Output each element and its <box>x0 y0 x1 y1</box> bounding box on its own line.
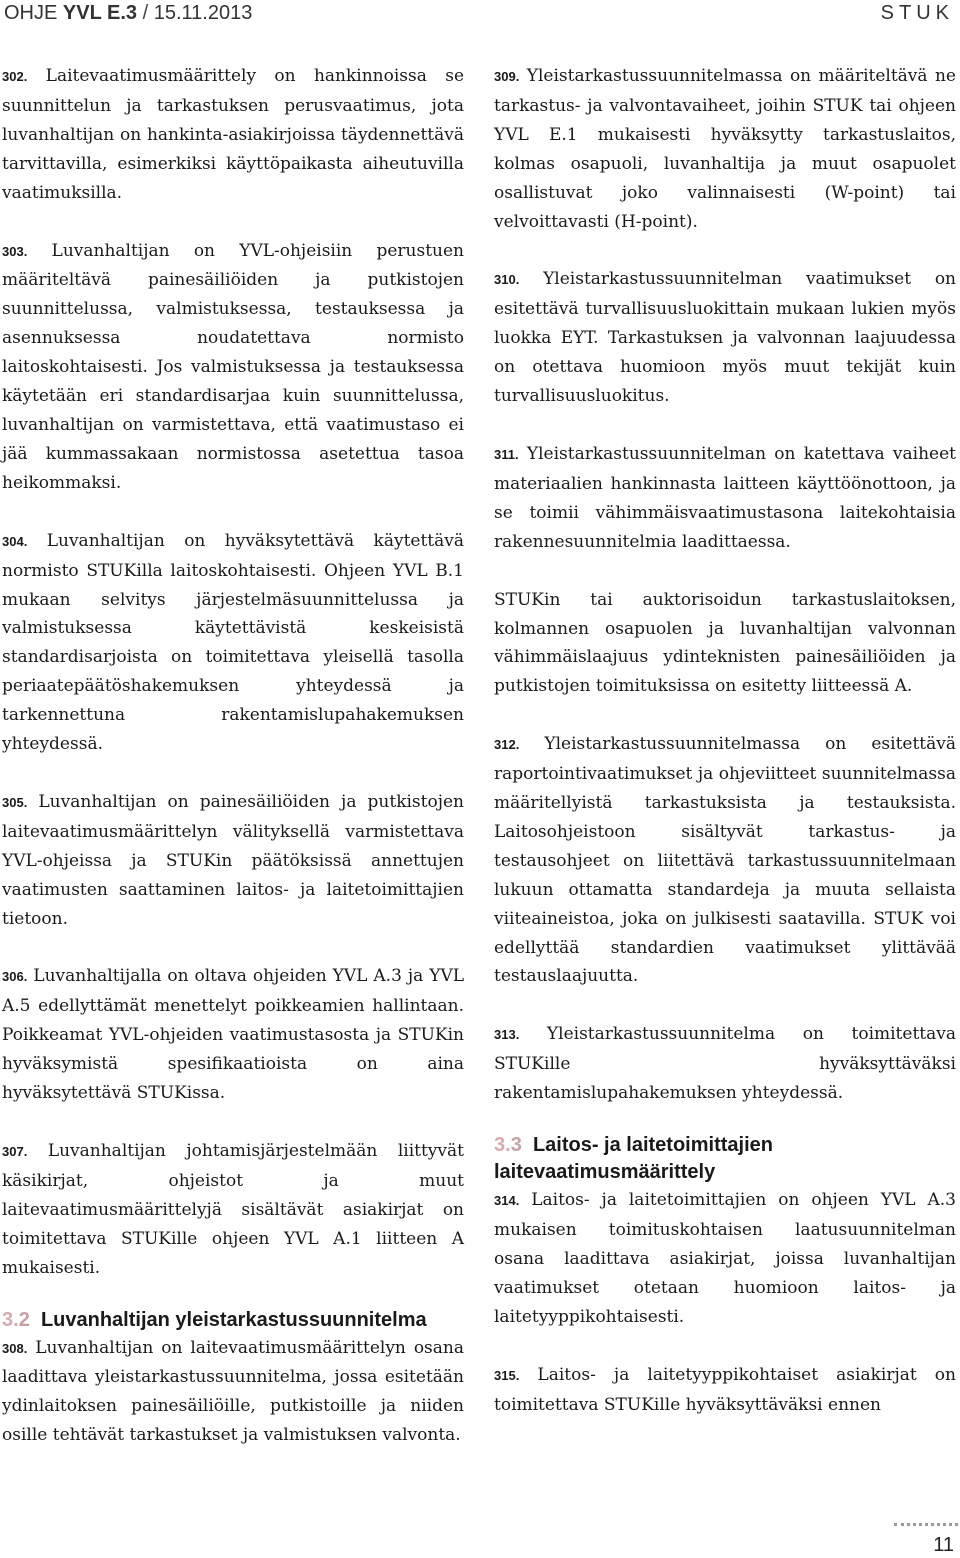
paragraph-text: Luvanhaltijan on painesäiliöiden ja putkistojen laitevaatimusmäärittelyn välityksellä varmistettava YVL-ohjeissa ja STUKin päätöksissä annettujen vaatimusten saattaminen laitos- ja laitetoimittajien tietoon. <box>2 791 464 929</box>
section-number-major: 3. <box>2 1308 19 1331</box>
paragraph-number: 307. <box>2 1144 28 1159</box>
guide-code: YVL E.3 <box>62 2 138 24</box>
paragraph-302 <box>2 62 464 208</box>
header-separator: / <box>142 2 149 24</box>
section-number-minor: 2 <box>18 1308 30 1331</box>
right-column <box>494 62 956 1419</box>
section-heading-3-2 <box>2 1307 464 1334</box>
paragraph-number: 308. <box>2 1340 28 1356</box>
paragraph-311-continued <box>494 586 956 702</box>
paragraph-310 <box>494 265 956 411</box>
paragraph-number: 313. <box>494 1027 520 1043</box>
paragraph-306 <box>2 962 464 1108</box>
paragraph-number: 304. <box>2 533 28 549</box>
paragraph-311 <box>494 440 956 557</box>
section-number-minor: 3 <box>510 1134 522 1157</box>
paragraph-313 <box>494 1020 956 1108</box>
page-header <box>0 2 960 32</box>
paragraph-309 <box>494 62 956 236</box>
paragraph-308 <box>2 1334 464 1451</box>
paragraph-text: Luvanhaltijalla on oltava ohjeiden YVL A.3 ja YVL A.5 edellyttämät menettelyt poikkeamien hallintaan. Poikkeamat YVL-ohjeiden vaatimustasosta ja STUKin hyväksymistä spesifikaatioista on aina hyväksytettävä STUKissa. <box>2 966 465 1104</box>
paragraph-number: 306. <box>2 969 28 985</box>
paragraph-number: 303. <box>2 243 28 259</box>
section-number <box>494 1134 522 1156</box>
paragraph-text: Laitevaatimusmäärittely on hankinnoissa se suunnittelun ja tarkastuksen perusvaatimus, jota luvanhaltijan on hankinta-asiakirjoissa täydennettävä tarvittavilla, esimerkiksi käyttöpaikasta aiheutuvilla vaatimuksilla. <box>2 66 465 203</box>
section-title-line-2: laitevaatimusmäärittely <box>494 1161 716 1184</box>
paragraph-text: Luvanhaltijan on hyväksytettävä käytettävä normisto STUKilla laitoskohtaisesti. Ohjeen YVL B.1 mukaan selvitys järjestelmäsuunnittelussa ja valmistuksessa käytettävistä keskeisistä standardisarjoista on toimitettava yleisellä tasolla periaatepäätöshakemuksen yhteydessä ja tarkennettuna rakentamislupahakemuksen yhteydessä. <box>2 530 464 755</box>
section-title: Luvanhaltijan yleistarkastussuunnitelma <box>40 1308 427 1331</box>
paragraph-text: Laitos- ja laitetoimittajien on ohjeen YVL A.3 mukaisen toimituskohtaisen laatusuunnitelman osana laadittava asiakirjat, joissa luvanhaltijan vaatimukset otetaan huomioon laitos- ja laitetyyppikohtaisesti. <box>494 1190 956 1327</box>
paragraph-text: Luvanhaltijan on YVL-ohjeisiin perustuen määriteltävä painesäiliöiden ja putkistojen suunnittelussa, valmistuksessa, testauksessa ja asennuksessa noudatettava normisto laitoskohtaisesti. Jos valmistuksessa ja testauksessa käytetään eri standardisarjaa kuin suunnittelussa, luvanhaltijan on varmistettava, että vaatimustaso ei jää kummassakaan normistossa asetettua tasoa heikommaksi. <box>2 240 464 493</box>
paragraph-303 <box>2 237 464 498</box>
paragraph-text: Luvanhaltijan johtamisjärjestelmään liittyvät käsikirjat, ohjeistot ja muut laitevaatimusmäärittelyjä sisältävät asiakirjat on toimitettava STUKille ohjeen YVL A.1 liitteen A mukaisesti. <box>2 1141 464 1278</box>
paragraph-number: 302. <box>2 69 28 84</box>
guide-prefix: OHJE <box>4 2 58 24</box>
paragraph-text: Yleistarkastussuunnitelmassa on esitettävä raportointivaatimukset ja ohjeviitteet suunnitelmassa määritellyistä tarkastuksista ja testauksista. Laitosohjeistoon sisältyvät tarkastus- ja testausohjeet on liitettävä tarkastussuunnitelmaan lukuun ottamatta standardeja ja muuta sellaista viiteaineistoa, joka on julkisesti saatavilla. STUK voi edellyttää standardien vaatimukset ylittävää testauslaajuutta. <box>494 734 956 987</box>
paragraph-315 <box>494 1361 956 1420</box>
paragraph-number: 311. <box>494 446 519 462</box>
paragraph-305 <box>2 788 464 934</box>
paragraph-304 <box>2 527 464 759</box>
paragraph-text: Laitos- ja laitetyyppikohtaiset asiakirjat on toimitettava STUKille hyväksyttäväksi ennen <box>494 1364 956 1415</box>
paragraph-text: STUKin tai auktorisoidun tarkastuslaitoksen, kolmannen osapuolen ja luvanhaltijan valvonnan vähimmäislaajuus ydinteknisten painesäiliöiden ja putkistojen toimituksissa on esitetty liitteessä A. <box>494 589 956 697</box>
paragraph-number: 314. <box>494 1193 520 1209</box>
paragraph-text: Yleistarkastussuunnitelman vaatimukset on esitettävä turvallisuusluokittain mukaan lukien myös luokka EYT. Tarkastuksen ja valvonnan laajuudessa on otettava huomioon myös muut tekijät kuin turvallisuusluokitus. <box>494 269 956 407</box>
paragraph-312 <box>494 730 956 991</box>
paragraph-number: 310. <box>494 272 520 288</box>
paragraph-number: 312. <box>494 737 520 753</box>
paragraph-number: 315. <box>494 1367 520 1383</box>
organization-name: STUK <box>880 2 954 24</box>
guide-reference <box>4 2 252 25</box>
page-number: 11 <box>933 1534 954 1556</box>
paragraph-314 <box>494 1186 956 1332</box>
paragraph-307 <box>2 1137 464 1283</box>
section-title-line-1: Laitos- ja laitetoimittajien <box>532 1134 773 1157</box>
paragraph-text: Yleistarkastussuunnitelma on toimitettava STUKille hyväksyttäväksi rakentamislupahakemuksen yhteydessä. <box>494 1024 956 1104</box>
paragraph-text: Luvanhaltijan on laitevaatimusmäärittelyn osana laadittava yleistarkastussuunnitelma, jossa esitetään ydinlaitoksen painesäiliöille, putkistoille ja niiden osille tehtävät tarkastukset ja valmistuksen valvonta. <box>2 1337 464 1446</box>
paragraph-number: 305. <box>2 794 28 810</box>
paragraph-number: 309. <box>494 69 520 84</box>
section-heading-3-3 <box>494 1132 956 1186</box>
paragraph-text: Yleistarkastussuunnitelmassa on määriteltävä ne tarkastus- ja valvontavaiheet, joihin STUK tai ohjeen YVL E.1 mukaisesti hyväksytty tarkastuslaitos, kolmas osapuoli, luvanhaltija ja muut osapuolet osallistuvat joko valinnaisesti (W-point) tai velvoittavasti (H-point). <box>494 66 956 232</box>
footer-dotted-rule <box>894 1523 958 1526</box>
section-number <box>2 1309 30 1331</box>
section-number-major: 3. <box>494 1134 511 1157</box>
paragraph-text: Yleistarkastussuunnitelman on katettava vaiheet materiaalien hankinnasta laitteen käyttöönottoon, ja se toimii vähimmäisvaatimustasona laitekohtaisia rakennesuunnitelmia laadittaessa. <box>494 443 957 552</box>
left-column <box>2 62 464 1450</box>
guide-date: 15.11.2013 <box>153 2 253 24</box>
